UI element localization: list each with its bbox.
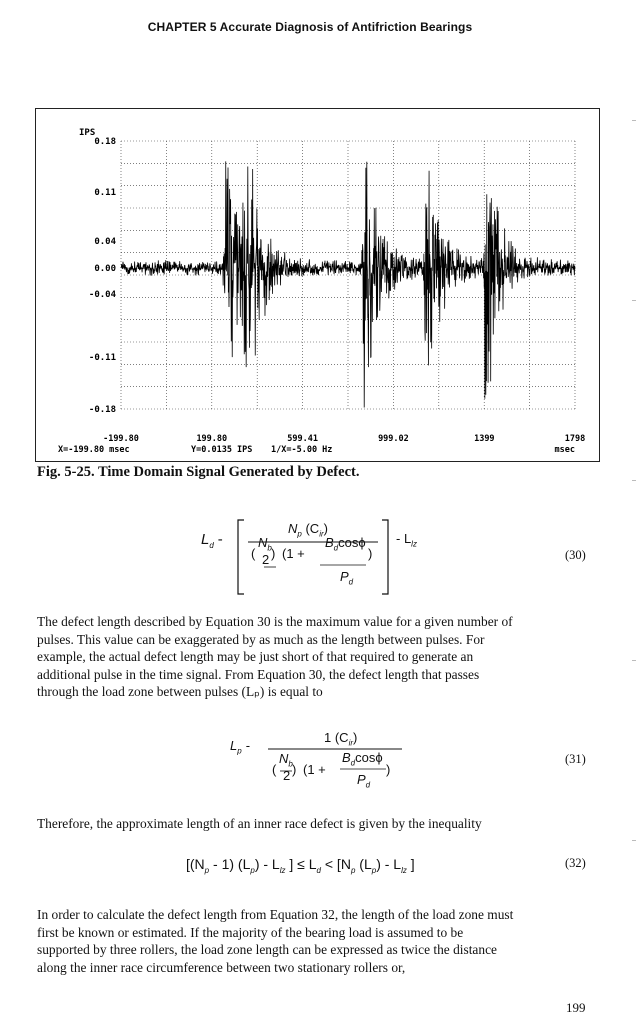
x-tick-label: 199.80 (196, 434, 228, 444)
p3-line-4: along the inner race circumference between two stationary rollers or, (37, 959, 406, 975)
eq32-p7-sub: lz (401, 865, 407, 875)
eq31-num-sub: ir (348, 738, 354, 748)
eq30-two: 2 (262, 552, 270, 567)
p1-line-1: The defect length described by Equation 30 is the maximum value for a given number of (37, 614, 513, 629)
eq31-b: B (342, 750, 351, 765)
eq32-p3: ) - L (254, 856, 280, 872)
x-tick-label: 999.02 (378, 434, 409, 444)
y-tick-label: 0.18 (94, 137, 116, 147)
paragraph-2 (37, 815, 598, 833)
freq-readout: 1/X=-5.00 Hz (271, 445, 333, 455)
eq31-one-plus: (1 + (303, 762, 326, 777)
x-readout: X=-199.80 msec (58, 445, 130, 455)
eq30-den-n-sub: b (267, 543, 272, 553)
y-tick-labels (89, 137, 117, 415)
y-axis-unit: IPS (79, 128, 96, 138)
eq32-number: (32) (565, 856, 586, 870)
x-tick-labels (103, 434, 585, 444)
eq32-p5: < [N (324, 856, 351, 872)
eq30-b-sub: d (333, 543, 339, 553)
eq31-den-n-sub: b (288, 759, 293, 769)
eq31-den-n: N (279, 751, 289, 766)
figure-caption: Fig. 5-25. Time Domain Signal Generated by Defect. (37, 464, 360, 480)
paragraph-3 (37, 906, 598, 976)
eq30-minus-sub: lz (411, 539, 417, 549)
eq31-cos: cosϕ (355, 750, 383, 765)
eq30-cos: cosϕ (338, 535, 366, 550)
eq32-p2-sub: p (250, 865, 255, 875)
y-tick-label: -0.04 (88, 290, 116, 300)
p1-line-4: additional pulse in the time signal. From Equation 30, the defect length that passes (37, 666, 480, 682)
p1-line-5: through the load zone between pulses (Lₚ) is equal to (37, 684, 323, 699)
time-domain-chart (36, 109, 599, 461)
eq31-num: 1 (C (324, 730, 349, 745)
p1-line-3: example, the actual defect length may be just short of that required to generate an (37, 649, 474, 664)
eq32-p4-sub: d (316, 865, 321, 875)
x-axis-unit: msec (554, 445, 575, 455)
eq30-one-plus: (1 + (282, 546, 305, 561)
eq32-p7: ) - L (376, 856, 402, 872)
y-readout: Y=0.0135 IPS (191, 445, 253, 455)
x-tick-label: -199.80 (103, 434, 139, 444)
eq31-two: 2 (283, 768, 291, 783)
y-tick-label: -0.18 (88, 405, 116, 415)
y-tick-label: 0.04 (94, 237, 116, 247)
eq32-p6: (L (359, 856, 372, 872)
p3-line-2: first be known or estimated. If the majority of the bearing load is assumed to be (37, 924, 464, 940)
y-tick-label: -0.11 (88, 353, 116, 363)
eq30-den-n: N (258, 535, 268, 550)
p2-line-1: Therefore, the approximate length of an inner race defect is given by the inequality (37, 816, 482, 831)
paragraph-1 (37, 613, 598, 701)
eq30-number: (30) (565, 548, 586, 562)
p3-line-3: supported by three rollers, the load zone length can be expressed as twice the distance (37, 942, 497, 957)
eq31-number: (31) (565, 752, 586, 766)
p1-line-2: pulses. This value can be exaggerated by as much as the length between pulses. For (37, 631, 485, 647)
eq32-p3-sub: lz (279, 865, 286, 875)
x-tick-label: 599.41 (287, 434, 318, 444)
eq30-num-n: N (288, 521, 298, 536)
eq31-lhs: L (230, 738, 238, 753)
eq31-p-sub: d (365, 780, 371, 790)
eq30-num-n-sub: p (297, 529, 302, 539)
y-tick-label: 0.11 (94, 188, 116, 198)
eq31-p: P (357, 772, 366, 787)
eq30-minus: - L (396, 531, 412, 546)
eq32-p1: [(N (186, 856, 205, 872)
eq30-lhs-sub: d (209, 541, 214, 550)
eq32-p4: ] ≤ L (289, 856, 317, 872)
eq30-p-sub: d (348, 577, 354, 587)
eq30-lhs: L (201, 531, 210, 548)
eq30-p: P (340, 569, 349, 584)
eq31-b-sub: d (350, 758, 356, 768)
eq32-p2: - 1) (L (213, 856, 251, 872)
eq32-p6-sub: p (371, 865, 377, 875)
p3-line-1: In order to calculate the defect length from Equation 32, the length of the load zone must (37, 907, 514, 922)
equation-32 (186, 856, 415, 875)
y-tick-label: 0.00 (94, 264, 116, 274)
eq32-p5-sub: p (350, 865, 356, 875)
eq31-lhs-sub: p (237, 746, 242, 756)
page-number: 199 (566, 1000, 586, 1015)
chapter-header: CHAPTER 5 Accurate Diagnosis of Antifriction Bearings (147, 20, 473, 34)
figure-frame (35, 108, 600, 462)
x-tick-label: 1798 (564, 434, 586, 444)
eq32-p8: ] (410, 856, 415, 872)
x-tick-label: 1399 (474, 434, 495, 444)
eq32-p1-sub: p (204, 865, 210, 875)
eq30-num-c: (C (305, 521, 320, 536)
eq30-num-c-sub: ir (319, 529, 324, 539)
eq30-b: B (325, 535, 334, 550)
